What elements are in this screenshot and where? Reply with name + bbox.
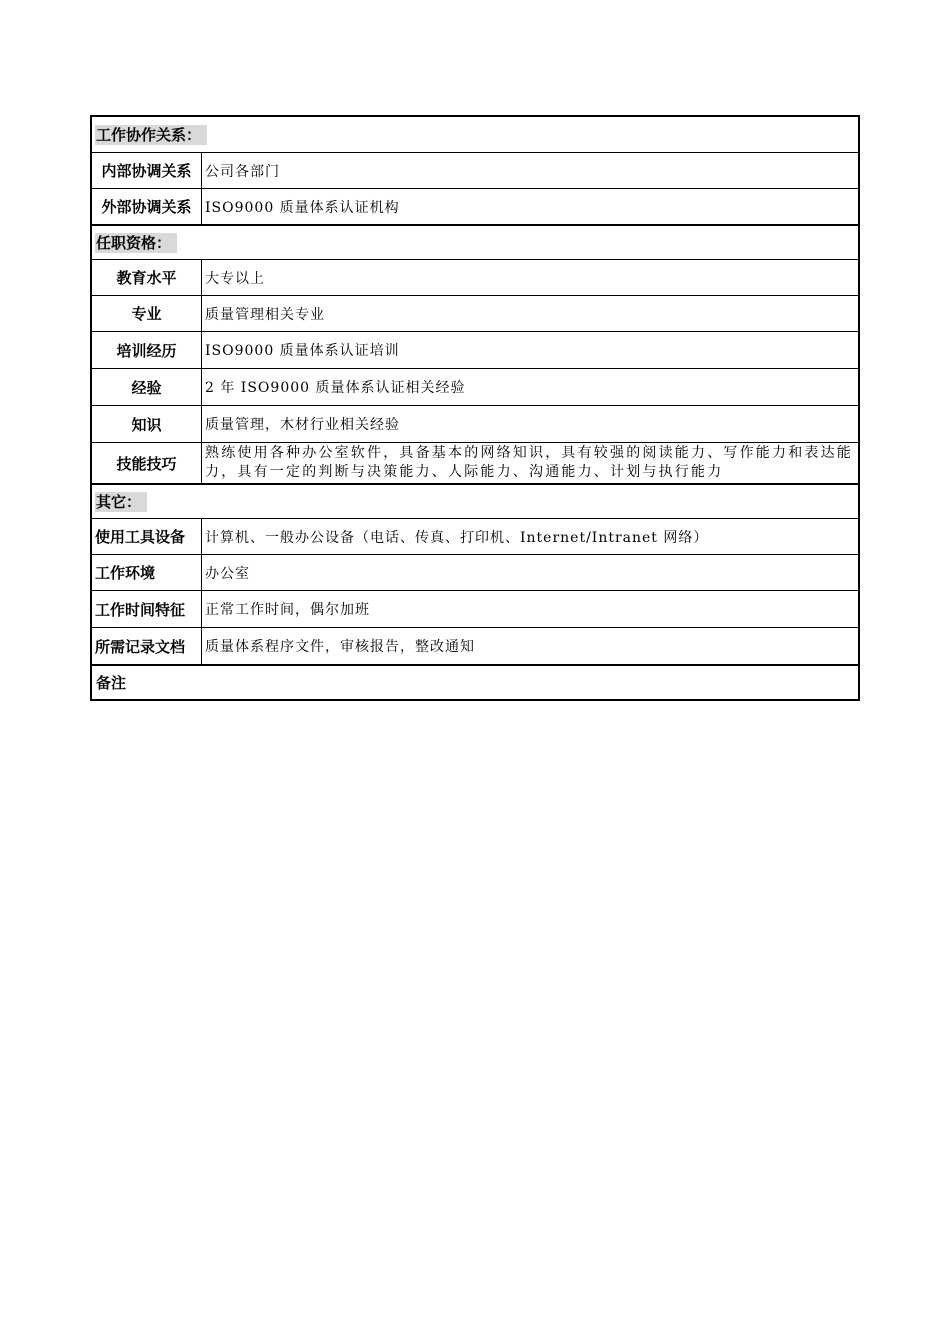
row-value: 质量管理相关专业 [205, 306, 325, 323]
row-value: ISO9000 质量体系认证机构 [205, 199, 400, 216]
job-description-table [90, 115, 860, 701]
section-header-coordination [92, 117, 858, 152]
table-row-environment [92, 554, 858, 590]
row-label: 外部协调关系 [92, 189, 202, 224]
table-row-tools [92, 518, 858, 554]
section-header-qualifications [92, 224, 858, 259]
row-label: 所需记录文档 [92, 628, 202, 664]
row-label: 教育水平 [92, 260, 202, 295]
table-row-documents [92, 627, 858, 664]
table-row-knowledge [92, 405, 858, 442]
row-value: 熟练使用各种办公室软件，具备基本的网络知识，具有较强的阅读能力、写作能力和表达能力，具有一定的判断与决策能力、人际能力、沟通能力、计划与执行能力 [205, 445, 853, 480]
table-row-skills [92, 442, 858, 483]
row-value: 质量管理，木材行业相关经验 [205, 417, 400, 433]
row-label: 使用工具设备 [92, 519, 202, 554]
section-header-other [92, 483, 858, 518]
section-title-coordination: 工作协作关系： [95, 125, 207, 145]
row-value: 计算机、一般办公设备（电话、传真、打印机、Internet/Intranet 网络） [205, 529, 709, 546]
row-value: 2 年 ISO9000 质量体系认证相关经验 [205, 380, 466, 396]
section-title-remarks: 备注 [96, 673, 127, 692]
row-label: 技能技巧 [92, 443, 202, 483]
table-row-work-time [92, 590, 858, 627]
row-value: 公司各部门 [205, 163, 280, 180]
row-value: 正常工作时间，偶尔加班 [205, 602, 370, 618]
table-row-major [92, 295, 858, 331]
table-row-internal-coordination [92, 152, 858, 188]
row-label: 内部协调关系 [92, 153, 202, 188]
row-label: 工作环境 [92, 555, 202, 590]
row-label: 培训经历 [92, 332, 202, 368]
section-title-other: 其它： [95, 492, 147, 512]
row-value: ISO9000 质量体系认证培训 [205, 343, 400, 359]
table-row-external-coordination [92, 188, 858, 224]
row-label: 工作时间特征 [92, 591, 202, 627]
row-value: 办公室 [205, 565, 250, 582]
table-row-education [92, 259, 858, 295]
section-title-qualifications: 任职资格： [95, 233, 177, 253]
row-value: 质量体系程序文件，审核报告，整改通知 [205, 639, 475, 655]
table-row-experience [92, 368, 858, 405]
section-header-remarks [92, 664, 858, 699]
row-label: 经验 [92, 369, 202, 405]
row-value: 大专以上 [205, 270, 265, 287]
table-row-training [92, 331, 858, 368]
row-label: 知识 [92, 406, 202, 442]
row-label: 专业 [92, 296, 202, 331]
